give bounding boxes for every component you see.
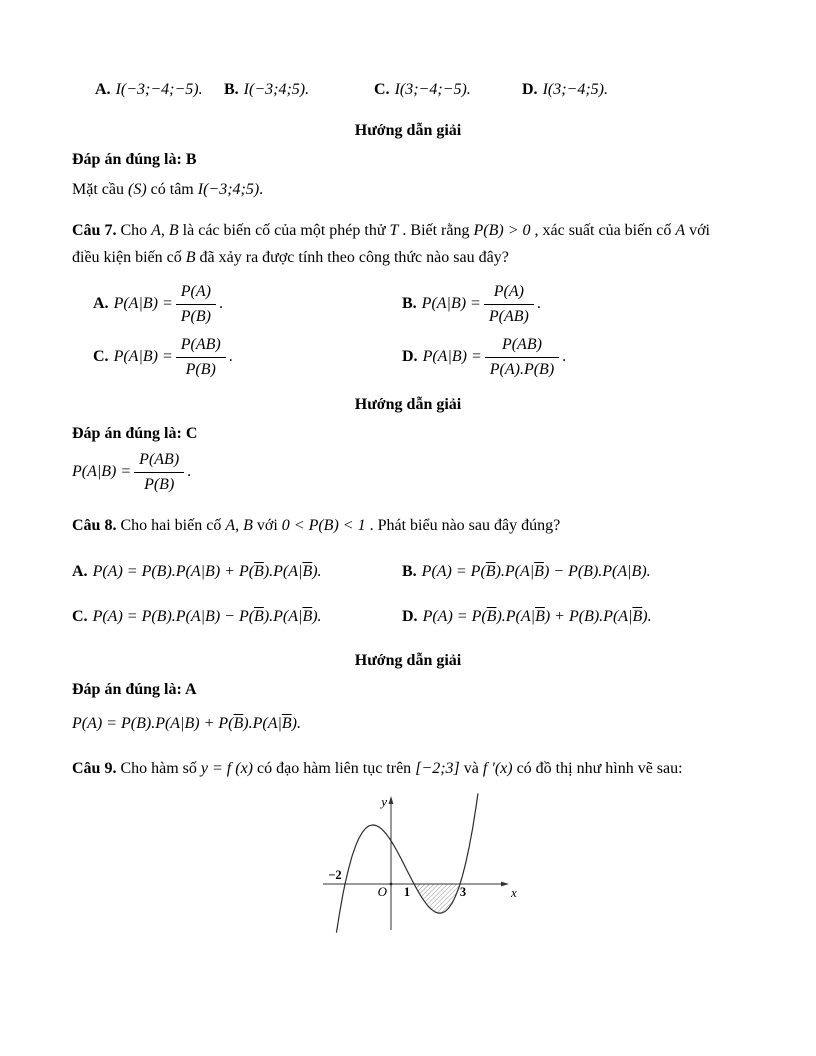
option-formula: $P(A) = P(\overline{B}).P(A|\overline{B}) - P(B).P(A|B)$. xyxy=(421,563,651,580)
derivative-graph-figure xyxy=(313,792,744,939)
origin-label: O xyxy=(377,884,387,899)
option-b xyxy=(224,76,374,103)
formula-tail: . xyxy=(228,348,233,366)
formula-tail: . xyxy=(187,463,192,481)
derivative-graph xyxy=(313,792,523,934)
option-d xyxy=(402,334,744,381)
answer-line: Đáp án đúng là: A xyxy=(72,681,197,698)
axis-label-y: y xyxy=(381,794,387,809)
formula-tail: . xyxy=(562,348,567,366)
y-axis-arrow xyxy=(389,796,394,804)
origin-dot xyxy=(390,883,393,886)
solution-formula xyxy=(72,449,744,496)
solution-line: $P(A) = P(B).P(A|B) + P(\overline{B}).P(A|\overline{B})$. xyxy=(72,715,301,732)
numerator: P(AB) xyxy=(176,334,226,358)
option-label: D. xyxy=(402,348,418,366)
option-label: B. xyxy=(402,563,417,580)
option-label: D. xyxy=(402,608,418,625)
fraction xyxy=(484,281,534,328)
option-label: A. xyxy=(72,563,88,580)
option-formula: $P(A) = P(B).P(A|B) - P(\overline{B}).P(A|\overline{B})$. xyxy=(92,608,322,625)
fraction xyxy=(176,281,216,328)
question-7-stem: Câu 7. Cho A, B là các biến cố của một phép thử T . Biết rằng P(B) > 0 , xác suất của biến cố A với điều kiện biến cố B đã xảy ra được tính theo công thức nào sau đây? xyxy=(72,222,710,266)
option-label: D. xyxy=(522,81,538,98)
numerator: P(AB) xyxy=(485,334,559,358)
option-a xyxy=(72,557,402,586)
fraction xyxy=(176,334,226,381)
formula-lhs: P(A|B) = xyxy=(422,348,482,366)
option-b xyxy=(402,557,744,586)
numerator: P(A) xyxy=(176,281,216,305)
option-a xyxy=(72,76,224,103)
question-7-options xyxy=(72,281,744,381)
formula-lhs: P(A|B) = xyxy=(421,295,481,313)
denominator: P(A).P(B) xyxy=(489,361,555,378)
option-formula: $P(A) = P(\overline{B}).P(A|\overline{B}) + P(B).P(A|\overline{B})$. xyxy=(422,608,652,625)
question-9-stem: Câu 9. Cho hàm số y = f (x) có đạo hàm liên tục trên [−2;3] và f ′(x) có đồ thị như hình vẽ sau: xyxy=(72,760,683,777)
option-label: A. xyxy=(95,81,111,98)
option-c xyxy=(72,602,402,631)
axis-label-x: x xyxy=(511,885,517,900)
question-8-stem: Câu 8. Cho hai biến cố A, B với 0 < P(B) < 1 . Phát biểu nào sau đây đúng? xyxy=(72,517,561,534)
solution-heading: Hướng dẫn giải xyxy=(354,122,462,139)
option-label: C. xyxy=(374,81,390,98)
question-8-options xyxy=(72,557,744,631)
solution-heading: Hướng dẫn giải xyxy=(354,652,462,669)
solution-line: Mặt cầu (S) có tâm I(−3;4;5). xyxy=(72,181,264,198)
shaded-region xyxy=(414,884,460,913)
option-formula: $P(A) = P(B).P(A|B) + P(\overline{B}).P(A|\overline{B})$. xyxy=(92,563,322,580)
option-label: C. xyxy=(93,348,109,366)
formula-lhs: P(A|B) = xyxy=(113,295,173,313)
option-b xyxy=(402,281,744,328)
option-c xyxy=(72,334,402,381)
question-6-options-row xyxy=(72,76,744,103)
option-label: B. xyxy=(402,295,417,313)
denominator: P(B) xyxy=(180,308,211,325)
numerator: P(AB) xyxy=(134,449,184,473)
denominator: P(B) xyxy=(144,476,175,493)
curve xyxy=(337,794,478,932)
solution-heading: Hướng dẫn giải xyxy=(354,396,462,413)
numerator: P(A) xyxy=(484,281,534,305)
formula-lhs: P(A|B) = xyxy=(72,463,132,481)
option-text: I(3;−4;−5). xyxy=(394,81,471,98)
answer-line: Đáp án đúng là: C xyxy=(72,425,198,442)
option-a xyxy=(72,281,402,328)
denominator: P(AB) xyxy=(488,308,529,325)
option-d xyxy=(522,76,608,103)
option-label: B. xyxy=(224,81,239,98)
option-text: I(−3;4;5). xyxy=(243,81,310,98)
tick-neg2: −2 xyxy=(328,868,342,882)
fraction xyxy=(485,334,559,381)
tick-3: 3 xyxy=(459,885,467,899)
option-text: I(3;−4;5). xyxy=(542,81,608,98)
formula-tail: . xyxy=(218,295,223,313)
answer-line: Đáp án đúng là: B xyxy=(72,151,197,168)
denominator: P(B) xyxy=(185,361,216,378)
option-text: I(−3;−4;−5). xyxy=(115,81,203,98)
fraction xyxy=(134,449,184,496)
option-label: A. xyxy=(93,295,109,313)
option-d xyxy=(402,602,744,631)
formula-lhs: P(A|B) = xyxy=(113,348,173,366)
option-c xyxy=(374,76,522,103)
formula-tail: . xyxy=(536,295,541,313)
option-label: C. xyxy=(72,608,88,625)
tick-1: 1 xyxy=(403,885,411,899)
x-axis-arrow xyxy=(501,882,509,887)
